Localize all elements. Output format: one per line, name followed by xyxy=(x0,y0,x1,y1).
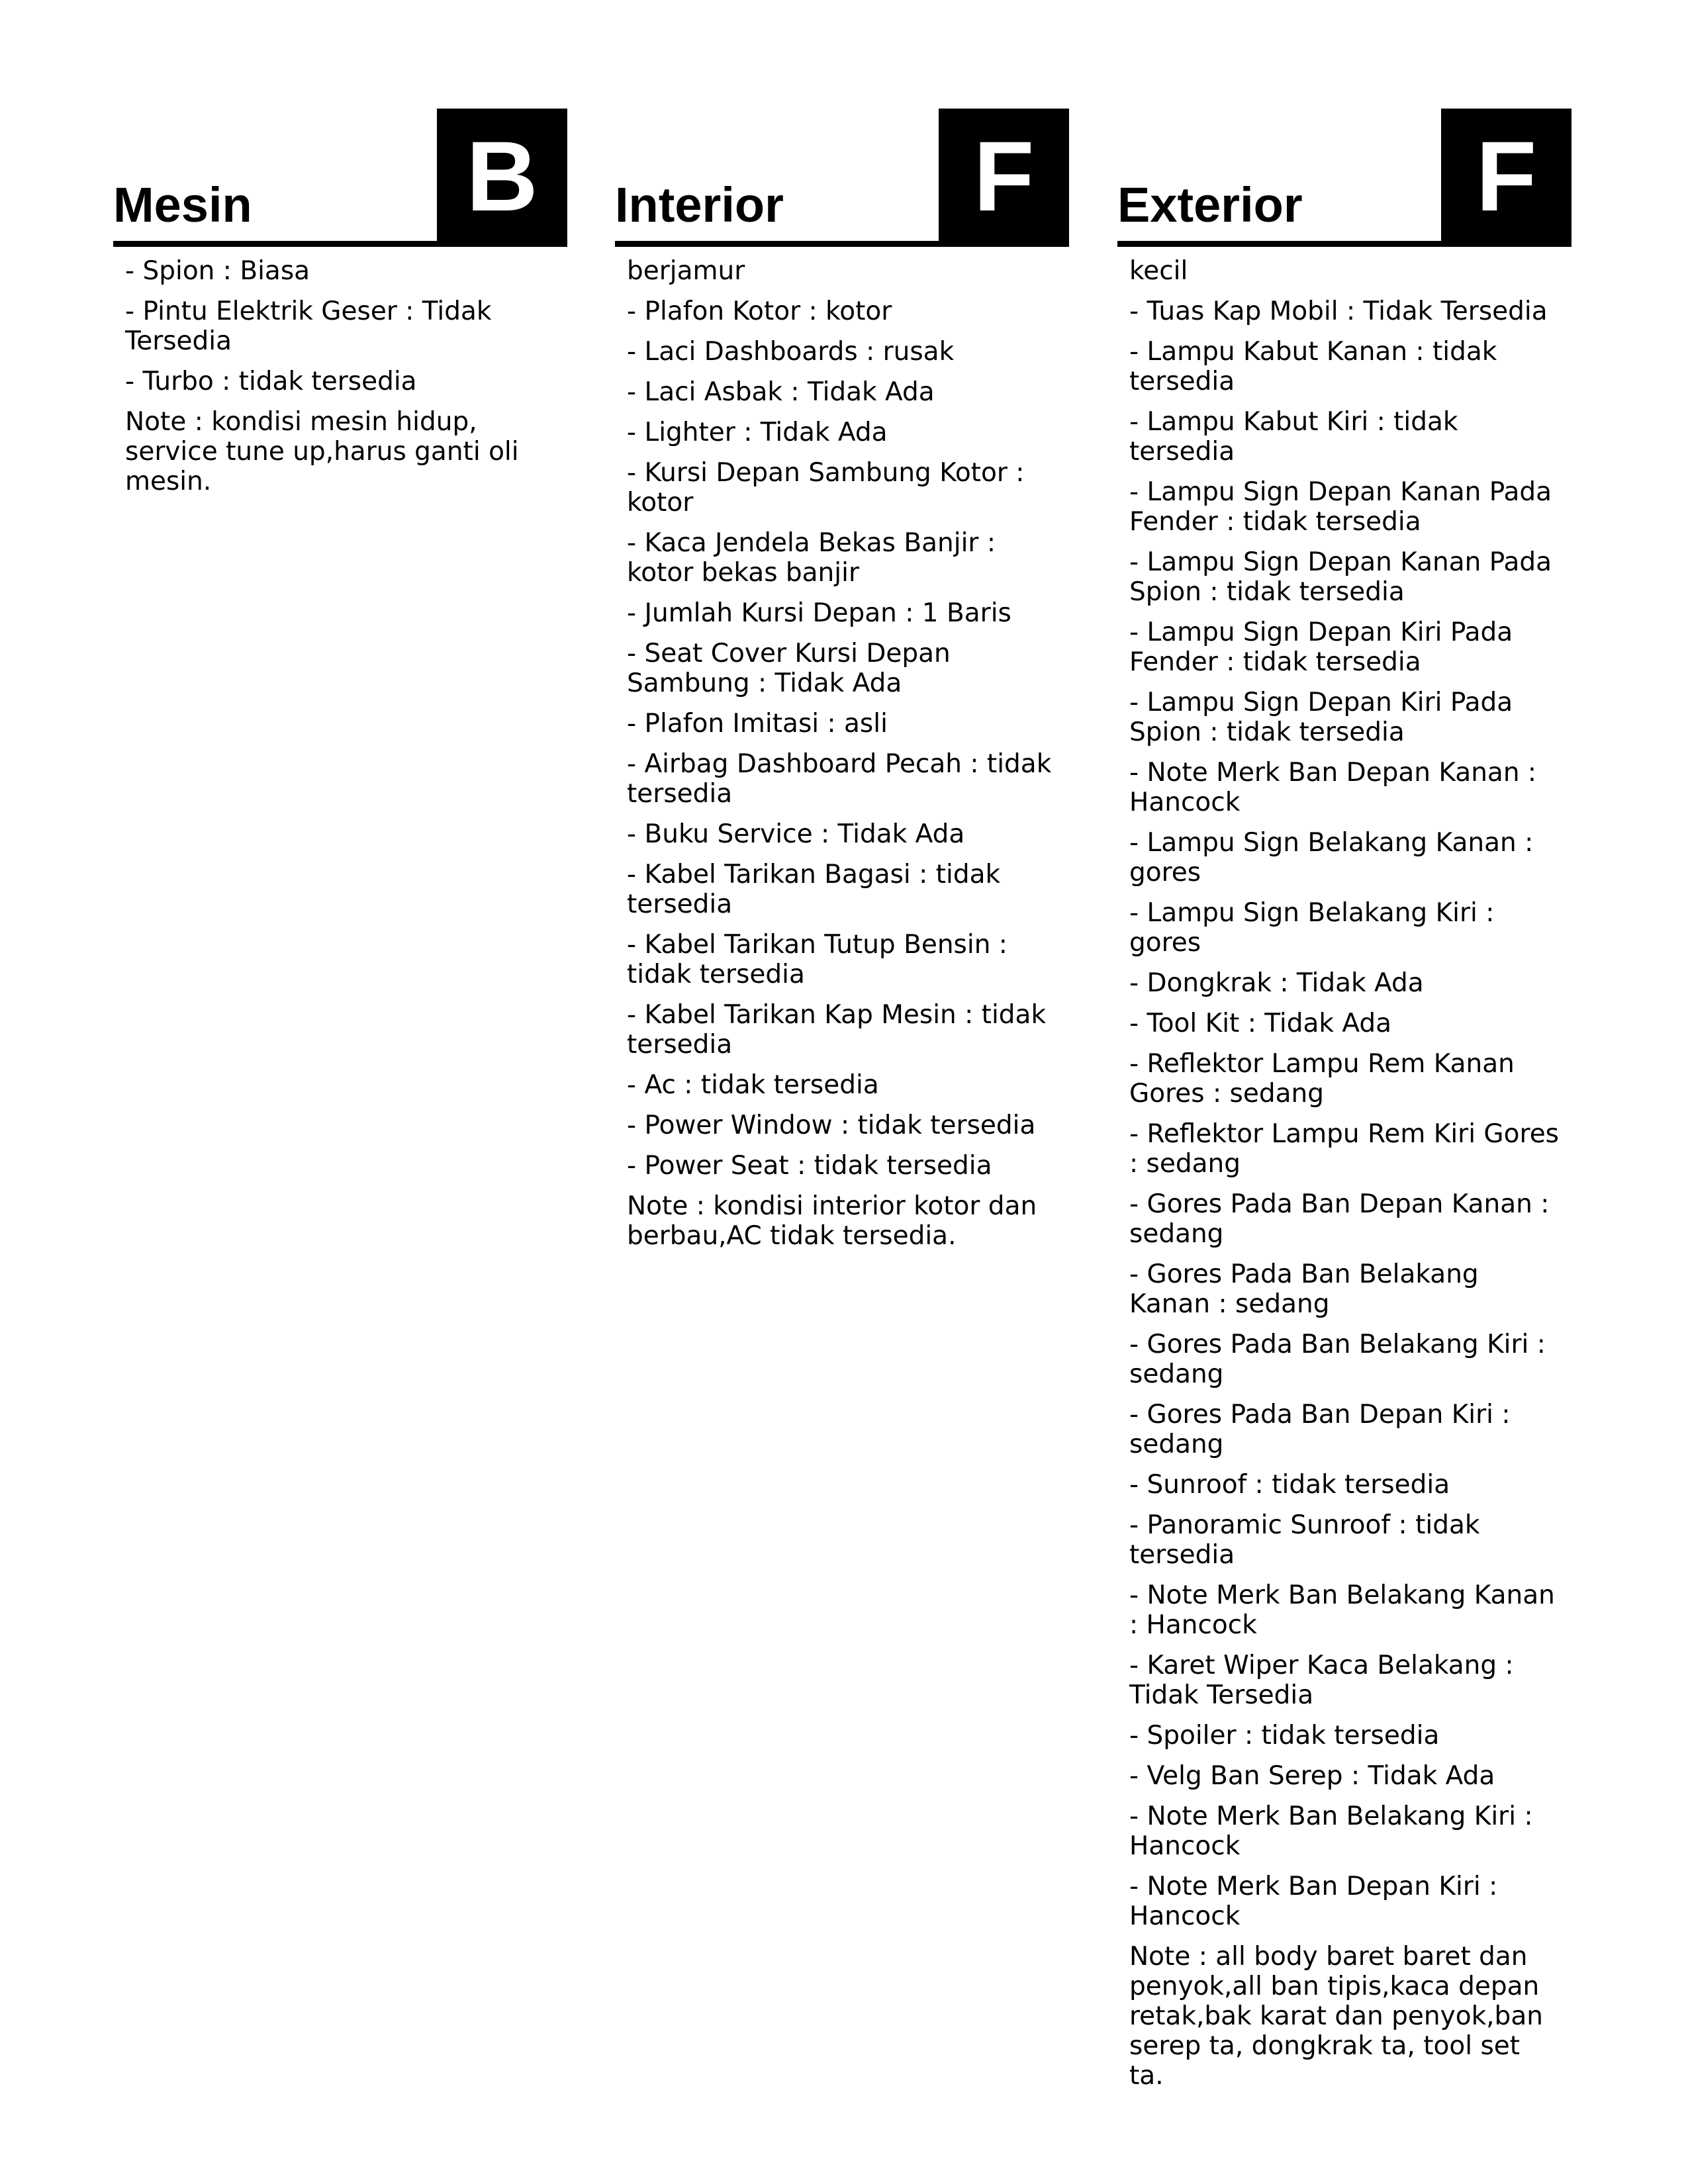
section-title: Mesin xyxy=(113,177,252,232)
list-item: - Kabel Tarikan Bagasi : tidak tersedia xyxy=(627,860,1001,919)
list-item: berjamur xyxy=(627,256,745,286)
list-item: Note : kondisi mesin hidup, service tune up,harus ganti oli mesin. xyxy=(125,407,519,496)
list-item: - Reflektor Lampu Rem Kiri Gores : sedang xyxy=(1129,1119,1560,1179)
list-item: - Buku Service : Tidak Ada xyxy=(627,819,965,849)
list-item: - Lampu Sign Belakang Kiri : gores xyxy=(1129,898,1495,958)
list-item: - Lampu Sign Depan Kiri Pada Fender : tidak tersedia xyxy=(1129,617,1513,677)
list-item: - Spion : Biasa xyxy=(125,256,310,286)
grade-badge: B xyxy=(437,109,567,244)
section-exterior xyxy=(1117,109,1571,2101)
list-item: - Ac : tidak tersedia xyxy=(627,1070,879,1100)
item-list xyxy=(615,247,1069,1251)
list-item: - Note Merk Ban Belakang Kiri : Hancock xyxy=(1129,1801,1533,1861)
list-item: kecil xyxy=(1129,256,1188,286)
list-item: - Power Window : tidak tersedia xyxy=(627,1111,1036,1140)
section-header xyxy=(1117,109,1571,247)
list-item: - Panoramic Sunroof : tidak tersedia xyxy=(1129,1510,1480,1570)
list-item: - Sunroof : tidak tersedia xyxy=(1129,1470,1450,1500)
grade-badge: F xyxy=(1441,109,1571,244)
list-item: Note : all body baret baret dan penyok,all ban tipis,kaca depan retak,bak karat dan penyok,ban serep ta, dongkrak ta, tool set ta. xyxy=(1129,1942,1543,2091)
header-rule xyxy=(1117,241,1571,247)
list-item: - Lampu Sign Belakang Kanan : gores xyxy=(1129,828,1534,887)
list-item: - Lampu Sign Depan Kanan Pada Spion : tidak tersedia xyxy=(1129,547,1552,607)
list-item: - Plafon Kotor : kotor xyxy=(627,296,892,326)
list-item: - Tool Kit : Tidak Ada xyxy=(1129,1009,1391,1038)
list-item: - Lampu Sign Depan Kanan Pada Fender : tidak tersedia xyxy=(1129,477,1552,537)
list-item: - Turbo : tidak tersedia xyxy=(125,367,417,396)
section-header xyxy=(113,109,567,247)
grade-badge: F xyxy=(939,109,1069,244)
item-list xyxy=(1117,247,1571,2091)
list-item: - Note Merk Ban Depan Kiri : Hancock xyxy=(1129,1872,1498,1931)
list-item: - Jumlah Kursi Depan : 1 Baris xyxy=(627,598,1011,628)
list-item: - Laci Asbak : Tidak Ada xyxy=(627,377,935,407)
list-item: - Seat Cover Kursi Depan Sambung : Tidak Ada xyxy=(627,639,951,698)
list-item: - Gores Pada Ban Belakang Kiri : sedang xyxy=(1129,1330,1546,1389)
item-list xyxy=(113,247,567,496)
section-mesin xyxy=(113,109,567,507)
list-item: - Spoiler : tidak tersedia xyxy=(1129,1721,1440,1751)
list-item: - Kaca Jendela Bekas Banjir : kotor bekas banjir xyxy=(627,528,996,588)
list-item: - Airbag Dashboard Pecah : tidak tersedia xyxy=(627,749,1052,809)
list-item: - Lampu Kabut Kanan : tidak tersedia xyxy=(1129,337,1497,396)
list-item: - Kursi Depan Sambung Kotor : kotor xyxy=(627,458,1025,518)
list-item: - Reflektor Lampu Rem Kanan Gores : sedang xyxy=(1129,1049,1515,1109)
header-rule xyxy=(615,241,1069,247)
list-item: - Note Merk Ban Belakang Kanan : Hancock xyxy=(1129,1580,1555,1640)
list-item: - Plafon Imitasi : asli xyxy=(627,709,888,739)
list-item: Note : kondisi interior kotor dan berbau,AC tidak tersedia. xyxy=(627,1191,1037,1251)
list-item: - Laci Dashboards : rusak xyxy=(627,337,955,367)
list-item: - Lampu Sign Depan Kiri Pada Spion : tidak tersedia xyxy=(1129,688,1513,747)
list-item: - Lighter : Tidak Ada xyxy=(627,418,888,447)
list-item: - Tuas Kap Mobil : Tidak Tersedia xyxy=(1129,296,1548,326)
header-rule xyxy=(113,241,567,247)
list-item: - Kabel Tarikan Tutup Bensin : tidak tersedia xyxy=(627,930,1008,989)
list-item: - Power Seat : tidak tersedia xyxy=(627,1151,992,1181)
list-item: - Karet Wiper Kaca Belakang : Tidak Tersedia xyxy=(1129,1651,1514,1710)
list-item: - Note Merk Ban Depan Kanan : Hancock xyxy=(1129,758,1537,817)
list-item: - Gores Pada Ban Depan Kanan : sedang xyxy=(1129,1189,1550,1249)
list-item: - Gores Pada Ban Depan Kiri : sedang xyxy=(1129,1400,1511,1459)
section-header xyxy=(615,109,1069,247)
list-item: - Gores Pada Ban Belakang Kanan : sedang xyxy=(1129,1259,1479,1319)
list-item: - Dongkrak : Tidak Ada xyxy=(1129,968,1424,998)
section-interior xyxy=(615,109,1069,1261)
list-item: - Pintu Elektrik Geser : Tidak Tersedia xyxy=(125,296,492,356)
section-title: Interior xyxy=(615,177,784,232)
list-item: - Kabel Tarikan Kap Mesin : tidak tersedia xyxy=(627,1000,1047,1060)
section-title: Exterior xyxy=(1117,177,1303,232)
list-item: - Velg Ban Serep : Tidak Ada xyxy=(1129,1761,1495,1791)
list-item: - Lampu Kabut Kiri : tidak tersedia xyxy=(1129,407,1458,467)
